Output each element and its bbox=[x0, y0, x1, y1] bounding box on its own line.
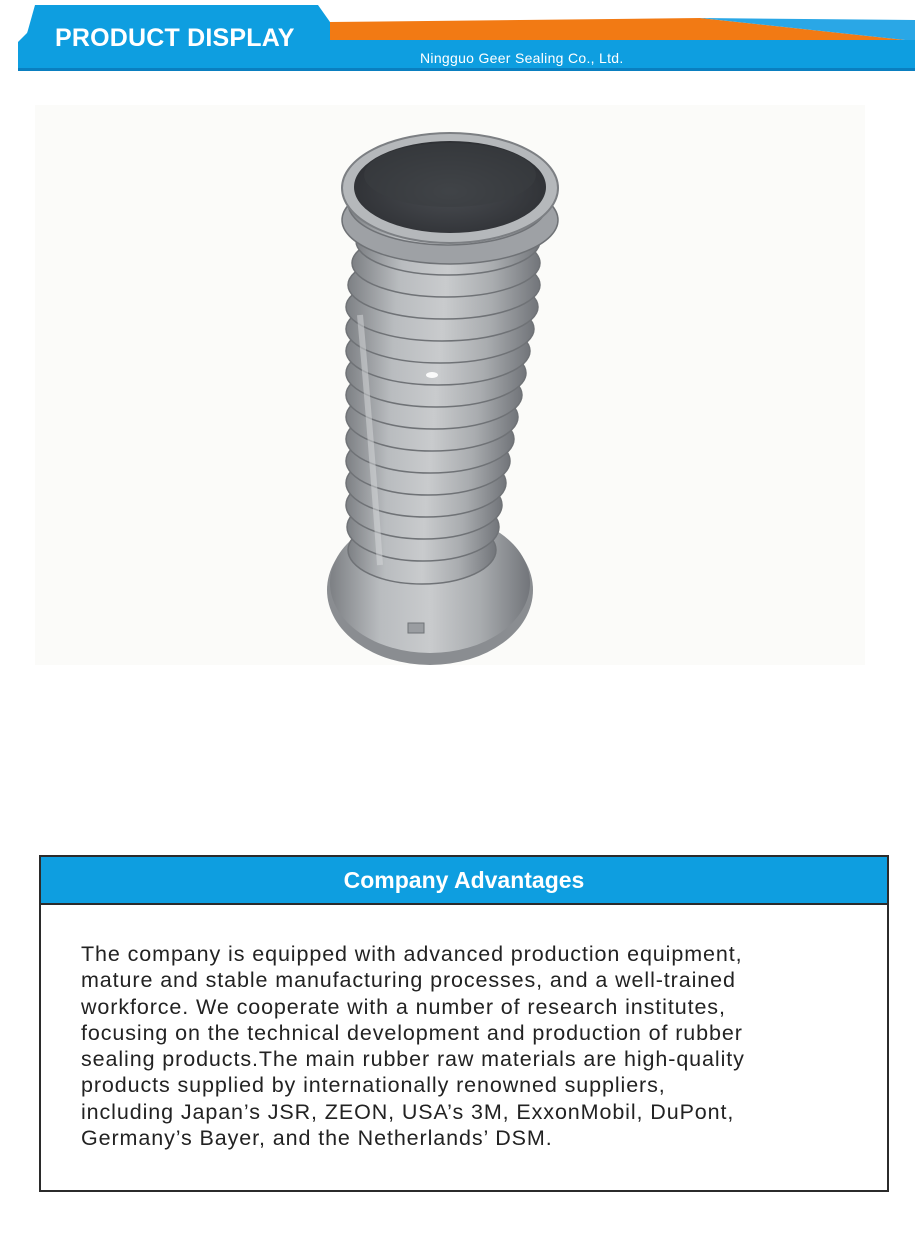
company-advantages-section bbox=[39, 855, 889, 1192]
advantages-line: sealing products.The main rubber raw materials are high-quality bbox=[81, 1047, 745, 1072]
metal-bellows-icon bbox=[30, 95, 885, 840]
advantages-line: mature and stable manufacturing processes, and a well-trained bbox=[81, 968, 736, 993]
page-title: PRODUCT DISPLAY bbox=[55, 24, 295, 52]
advantages-title: Company Advantages bbox=[343, 866, 585, 893]
advantages-line: focusing on the technical development and production of rubber bbox=[81, 1020, 743, 1045]
advantages-header bbox=[41, 857, 887, 905]
advantages-text bbox=[81, 941, 871, 1151]
advantages-line: products supplied by internationally renowned suppliers, bbox=[81, 1073, 666, 1098]
product-image bbox=[30, 95, 885, 840]
advantages-line: including Japan’s JSR, ZEON, USA’s 3M, ExxonMobil, DuPont, bbox=[81, 1099, 735, 1124]
advantages-line: Germany’s Bayer, and the Netherlands’ DSM. bbox=[81, 1126, 553, 1151]
header-banner bbox=[0, 0, 915, 80]
advantages-line: The company is equipped with advanced production equipment, bbox=[81, 942, 743, 966]
advantages-line: workforce. We cooperate with a number of research institutes, bbox=[81, 994, 726, 1019]
company-name: Ningguo Geer Sealing Co., Ltd. bbox=[420, 50, 624, 66]
